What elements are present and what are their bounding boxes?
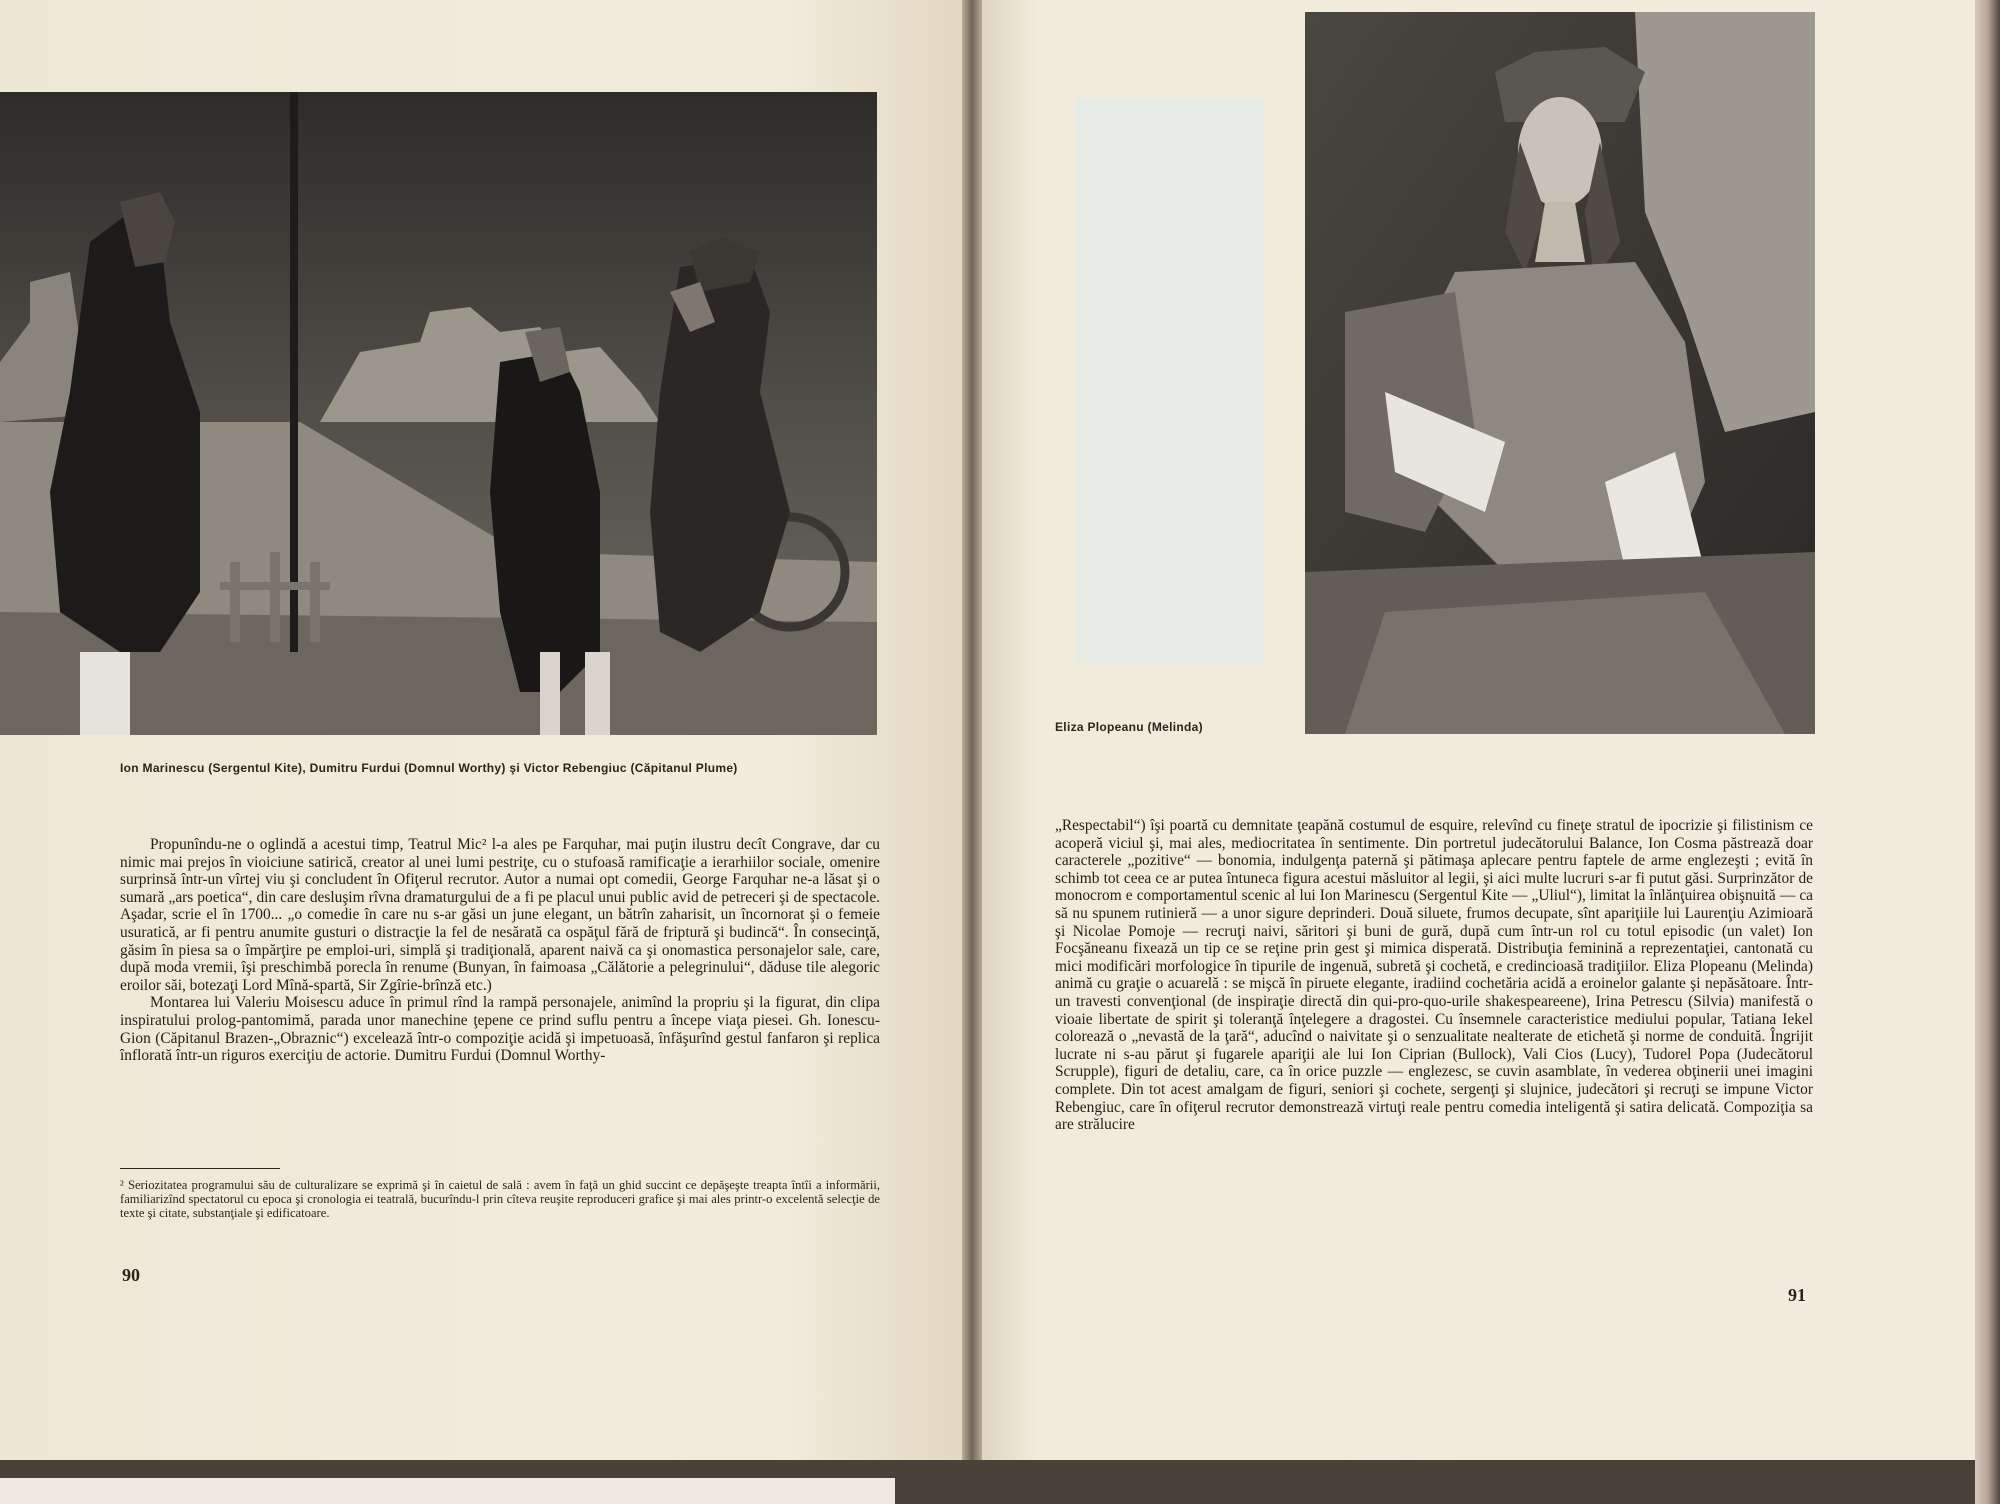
right-photo-caption: Eliza Plopeanu (Melinda) [1055,720,1203,734]
portrait-photo [1305,12,1815,734]
page-edge [1975,0,2000,1504]
left-paragraph-2: Montarea lui Valeriu Moisescu aduce în primul rînd la rampă personajele, animînd la propriu şi la figurat, din clipa inspiratului prolog-pantomimă, parada unor manechine ţepene ce prind suflu pentru a începe viaţa piesei. Gh. Ionescu-Gion (Căpitanul Brazen-„Obraznic“) excelează într-o compoziţie acidă şi impetuoasă, înfăşurînd gestul fanfaron şi replica înflorată într-un riguros exerciţiu de actorie. Dumitru Furdui (Domnul Worthy- [120,994,880,1065]
left-article-text [120,836,880,1065]
left-photo-caption: Ion Marinescu (Sergentul Kite), Dumitru Furdui (Domnul Worthy) şi Victor Rebengiuc (Căpitanul Plume) [120,761,738,775]
underlying-page-edge [0,1478,895,1504]
book-gutter [962,0,982,1460]
right-article-text [1055,817,1813,1134]
footnote: ² Seriozitatea programului său de culturalizare se exprimă şi în caietul de sală : avem în faţă un ghid succint ce depăşeşte treapta întîi a informării, familiarizînd spectatorul cu epoca şi cronologia ei teatrală, bucurîndu-l prin cîteva reuşite reproduceri grafice şi mai ales printr-o excelentă selecţie de texte şi citate, substanţiale şi edificatoare. [120,1178,880,1220]
portrait-image [1305,12,1815,734]
footnote-divider [120,1168,280,1169]
stage-scene-image [0,92,877,735]
right-paragraph-1: „Respectabil“) îşi poartă cu demnitate ţeapănă costumul de esquire, relevînd cu fineţe stratul de ipocrizie şi filistinism ce acoperă viciul şi, mai ales, mediocritatea în sentimente. Din portretul judecătorului Balance, Ion Cosma păstrează doar caracterele „pozitive“ — bonomia, indulgenţa paternă şi pătimaşa aplecare pentru faptele de arme englezeşti ; evită în schimb tot ceea ce ar putea întuneca figura acestui măsluitor al legii, şi aici multe lucruri s-ar fi putut găsi. Surprinzător de monocrom e comportamentul scenic al lui Ion Marinescu (Sergentul Kite — „Uliul“), limitat la înlănţuirea obişnuită — ca să nu spunem rutinieră — a unor sigure deprinderi. Două siluete, frumos decupate, sînt apariţiile lui Laurenţiu Azimioară şi Nicolae Pomoje — recruţi naivi, săritori şi buni de gură, după cum într-un rol cu totul episodic (un valet) Ion Focşăneanu fixează un tip ce se reţine prin gest şi mimica disperată. Distribuţia feminină a reprezentaţiei, cantonată cu mici modificări morfologice în tipurile de ingenuă, subretă şi cochetă, e credincioasă tradiţiilor. Eliza Plopeanu (Melinda) animă cu graţie o acuarelă : se mişcă în piruete elegante, iradiind cochetăria acidă a eroinelor galante şi nepăsătoare. Într-un travesti convenţional (de inspiraţie directă din qui-pro-quo-urile shakespeareene), Irina Petrescu (Silvia) manifestă o vioaie libertate de spirit şi toleranţă înţelegere a dragostei. Cu însemnele caracteristice mediului popular, Tatiana Iekel colorează o „nevastă de la ţară“, aducînd o naivitate şi o senzualitate nealterate de etichetă şi norme de conduită. Îngrijit lucrate ni s-au părut şi fugarele apariţii ale lui Ion Ciprian (Bullock), Vali Cios (Lucy), Tudorel Popa (Judecătorul Scrupple), figuri de detaliu, care, ca în orice puzzle — englezesc, se cuvin asamblate, în vederea obţinerii unei imagini complete. Din tot acest amalgam de figuri, seniori şi cochete, sergenţi şi slujnice, judecători şi recruţi se impune Victor Rebengiuc, care în ofiţerul recrutor demonstrează virtuţi reale pentru comedia inteligentă şi satira delicată. Compoziţia sa are strălucire [1055,817,1813,1134]
left-paragraph-1: Propunîndu-ne o oglindă a acestui timp, Teatrul Mic² l-a ales pe Farquhar, mai puţin ilustru decît Congrave, dar cu nimic mai prejos în vioiciune satirică, creator al unei lumi pestriţe, cu o stufoasă ramificaţie a ierarhiilor sociale, omenire surprinsă într-un vîrtej viu şi concludent în Ofiţerul recrutor. Autor a numai opt comedii, George Farquhar ne-a lăsat şi o sumară „ars poetica“, din care desluşim rîvna dramaturgului de a fi pe placul unui public avid de petreceri şi de spectacole. Aşadar, scrie el în 1700... „o comedie în care nu s-ar găsi un june elegant, un bătrîn zaharisit, un încornorat şi o femeie usuratică, ar fi pentru anumite gusturi o distracţie la fel de nesărată ca ospăţul fără de friptură şi budincă“. În consecinţă, găsim în piesa sa o împărţire pe emploi-uri, simplă şi tradiţională, aparent naivă ca şi onomastica personajelor sale, care, după moda vremii, îşi preschimbă porecla în renume (Bunyan, în faimoasa „Călătorie a pelegrinului“, dăduse tile alegoric eroilor săi, botezaţi Lord Mînă-spartă, Sir Zgîrie-brînză etc.) [120,836,880,994]
faded-image-area [1075,98,1265,663]
right-page-number: 91 [1788,1285,1806,1305]
stage-scene-photo [0,92,877,735]
left-page-number: 90 [122,1265,140,1285]
